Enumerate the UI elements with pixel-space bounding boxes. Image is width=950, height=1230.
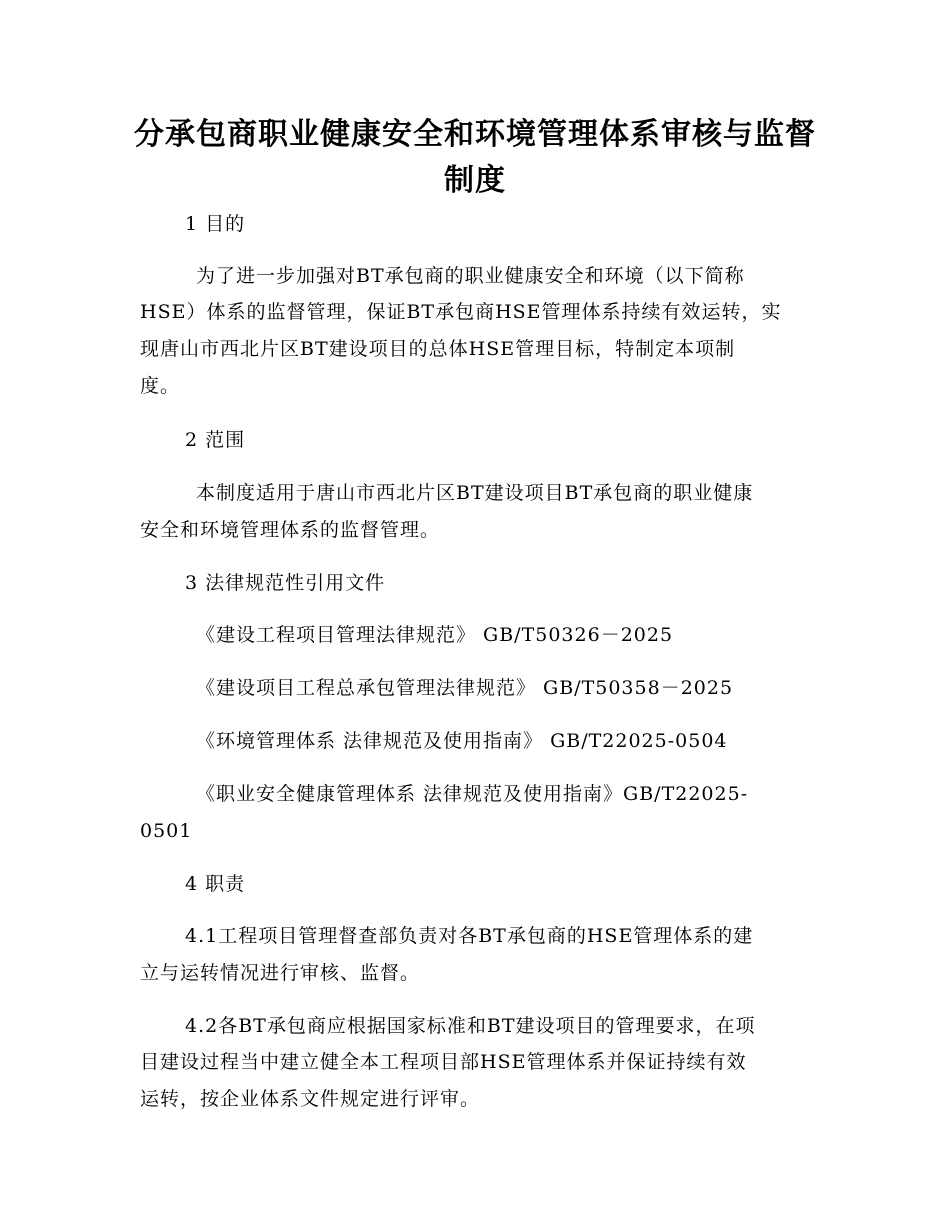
section-1-para-line: 现唐山市西北片区BT建设项目的总体HSE管理目标，特制定本项制 <box>140 338 736 360</box>
document-title: 分承包商职业健康安全和环境管理体系审核与监督制度 <box>134 117 816 198</box>
section-1-heading: 1 目的 <box>185 213 246 235</box>
section-2-para-line: 安全和环境管理体系的监督管理。 <box>140 519 441 541</box>
reference-item: 《建设项目工程总承包管理法律规范》 GB/T50358－2025 <box>196 677 734 699</box>
reference-item: 《环境管理体系 法律规范及使用指南》 GB/T22025-0504 <box>196 730 728 752</box>
section-1-para-line: HSE）体系的监督管理，保证BT承包商HSE管理体系持续有效运转，实 <box>140 301 782 323</box>
section-4-item-line: 立与运转情况进行审核、监督。 <box>140 962 421 984</box>
reference-item: 《建设工程项目管理法律规范》 GB/T50326－2025 <box>196 624 674 646</box>
section-3-heading: 3 法律规范性引用文件 <box>185 572 386 594</box>
section-2-para-line: 本制度适用于唐山市西北片区BT建设项目BT承包商的职业健康 <box>196 482 754 504</box>
section-1-para-line: 为了进一步加强对BT承包商的职业健康安全和环境（以下简称 <box>196 265 745 287</box>
section-2-heading: 2 范围 <box>185 429 246 451</box>
section-4-item-line: 4.1工程项目管理督查部负责对各BT承包商的HSE管理体系的建 <box>185 925 754 947</box>
reference-item: 《职业安全健康管理体系 法律规范及使用指南》GB/T22025- <box>196 783 749 805</box>
section-1-para-line: 度。 <box>140 375 181 397</box>
section-4-heading: 4 职责 <box>185 873 246 895</box>
section-4-item-line: 运转，按企业体系文件规定进行评审。 <box>140 1088 481 1110</box>
section-4-item-line: 4.2各BT承包商应根据国家标准和BT建设项目的管理要求，在项 <box>185 1015 756 1037</box>
reference-item-continued: 0501 <box>140 820 193 842</box>
section-4-item-line: 目建设过程当中建立健全本工程项目部HSE管理体系并保证持续有效 <box>140 1051 747 1073</box>
